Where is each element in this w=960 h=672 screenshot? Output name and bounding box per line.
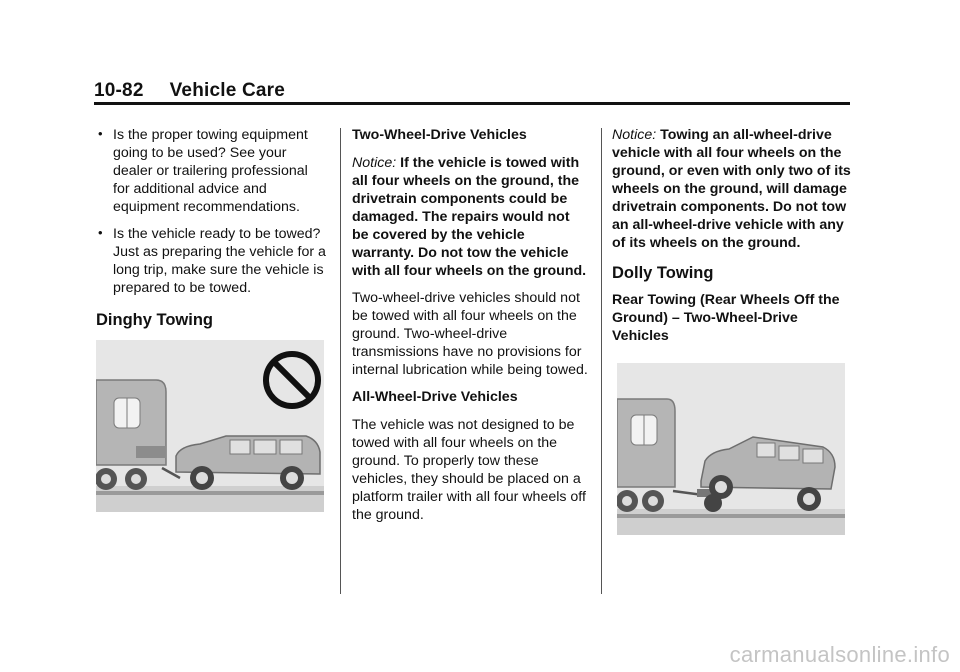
bullet-text: Is the vehicle ready to be towed? Just as preparing the vehicle for a long trip, make sure the vehicle is prepared to be towed. xyxy=(113,226,326,296)
column-1 xyxy=(96,126,328,345)
section-title: Vehicle Care xyxy=(169,80,286,101)
page-header xyxy=(94,80,285,102)
subheading-two-wheel-drive: Two-Wheel-Drive Vehicles xyxy=(352,127,527,143)
subheading-all-wheel-drive: All-Wheel-Drive Vehicles xyxy=(352,389,518,405)
notice-text: If the vehicle is towed with all four wheels on the ground, the drivetrain components could be damaged. The repairs would not be covered by the vehicle warranty. Do not tow the vehicle with all four wheels on the ground. xyxy=(352,155,587,279)
body-paragraph: The vehicle was not designed to be towed with all four wheels on the ground. To properly tow these vehicles, they should be placed on a platform trailer with all four wheels off the ground. xyxy=(352,417,586,523)
notice-text: Towing an all-wheel-drive vehicle with all four wheels on the ground, or even with only two of its wheels on the ground, will damage drivetrain components. Do not tow an all-wheel-drive vehicle with any of its wheels on the ground. xyxy=(612,127,851,251)
body-paragraph: Two-wheel-drive vehicles should not be towed with all four wheels on the ground. Two-wheel-drive transmissions have no provisions for internal lubrication while being towed. xyxy=(352,290,588,378)
column-3 xyxy=(612,126,856,355)
column-2 xyxy=(352,126,590,533)
section-heading-dinghy: Dinghy Towing xyxy=(96,311,214,329)
column-divider xyxy=(340,128,341,594)
section-heading-dolly: Dolly Towing xyxy=(612,264,714,282)
page-number: 10-82 xyxy=(94,80,144,101)
subheading-rear-towing: Rear Towing (Rear Wheels Off the Ground) – Two-Wheel-Drive Vehicles xyxy=(612,292,840,344)
column-divider xyxy=(601,128,602,594)
watermark: carmanualsonline.info xyxy=(729,642,950,667)
bullet-icon: • xyxy=(98,225,103,240)
bullet-text: Is the proper towing equipment going to be used? See your dealer or trailering professional for additional advice and equipment recommendations. xyxy=(113,127,308,215)
notice-paragraph xyxy=(352,154,590,280)
dolly-towing-figure xyxy=(617,363,845,535)
header-rule xyxy=(94,102,850,105)
bullet-item xyxy=(96,126,328,216)
notice-paragraph xyxy=(612,126,856,252)
notice-label: Notice: xyxy=(352,155,397,171)
dinghy-towing-figure xyxy=(96,340,324,512)
notice-label: Notice: xyxy=(612,127,657,143)
bullet-item xyxy=(96,225,328,297)
bullet-icon: • xyxy=(98,126,103,141)
